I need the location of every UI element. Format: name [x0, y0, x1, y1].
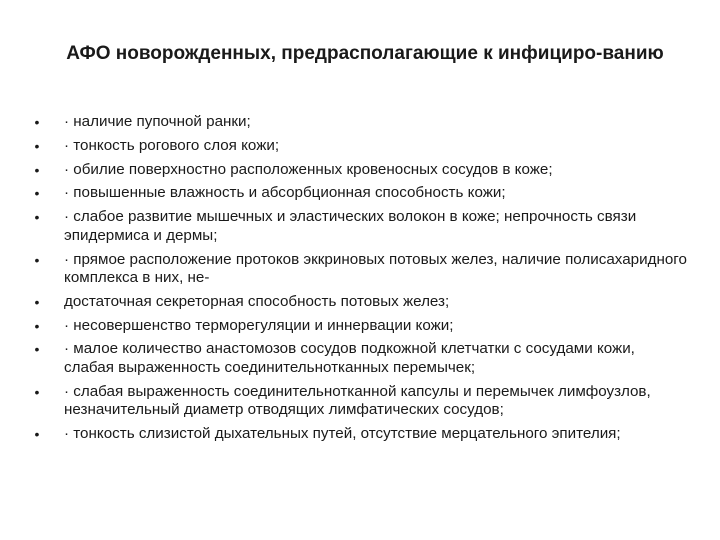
list-item-text: · слабая выраженность соединительнотканной капсулы и перемычек лимфоузлов, незначительный диаметр отводящих лимфатических сосудов;: [64, 382, 651, 419]
bullet-icon: •: [34, 251, 40, 268]
list-item: [28, 113, 688, 132]
list-item: [28, 293, 688, 312]
list-item-text: · тонкость рогового слоя кожи;: [64, 136, 280, 154]
bullet-icon: •: [34, 317, 40, 334]
list-item: [28, 251, 688, 288]
list-item-text: достаточная секреторная способность потовых желез;: [64, 292, 450, 310]
list-item-text: · обилие поверхностно расположенных кровеносных сосудов в коже;: [64, 160, 553, 178]
list-item: [28, 340, 688, 377]
bullet-icon: •: [34, 137, 40, 154]
list-item-text: · тонкость слизистой дыхательных путей, отсутствие мерцательного эпителия;: [64, 425, 621, 443]
list-item-text: · малое количество анастомозов сосудов подкожной клетчатки с сосудами кожи, слабая выраженность соединительнотканных перемычек;: [64, 340, 635, 377]
bullet-icon: •: [34, 426, 40, 443]
list-item-text: · повышенные влажность и абсорбционная способность кожи;: [64, 184, 506, 202]
bullet-icon: •: [34, 114, 40, 130]
list-item: [28, 317, 688, 336]
list-item-text: · прямое расположение протоков эккриновых потовых желез, наличие полисахаридного комплекса в них, не-: [64, 250, 687, 287]
list-item: [28, 184, 688, 203]
bullet-icon: •: [34, 209, 40, 226]
bullet-icon: •: [34, 383, 40, 400]
bullet-icon: •: [34, 161, 40, 178]
list-item: [28, 208, 688, 245]
bullet-list: [28, 113, 688, 449]
list-item: [28, 137, 688, 156]
list-item-text: · наличие пупочной ранки;: [64, 113, 251, 130]
list-item-text: · несовершенство терморегуляции и иннервации кожи;: [64, 316, 454, 334]
list-item: [28, 161, 688, 180]
slide-title: АФО новорожденных, предрасполагающие к инфициро-ванию: [66, 43, 664, 64]
list-item-text: · слабое развитие мышечных и эластических волокон в коже; непрочность связи эпидермиса и дермы;: [64, 208, 637, 244]
bullet-icon: •: [34, 341, 40, 358]
bullet-icon: •: [34, 293, 40, 310]
list-item: [28, 383, 688, 420]
bullet-icon: •: [34, 185, 40, 202]
list-item: [28, 425, 688, 444]
